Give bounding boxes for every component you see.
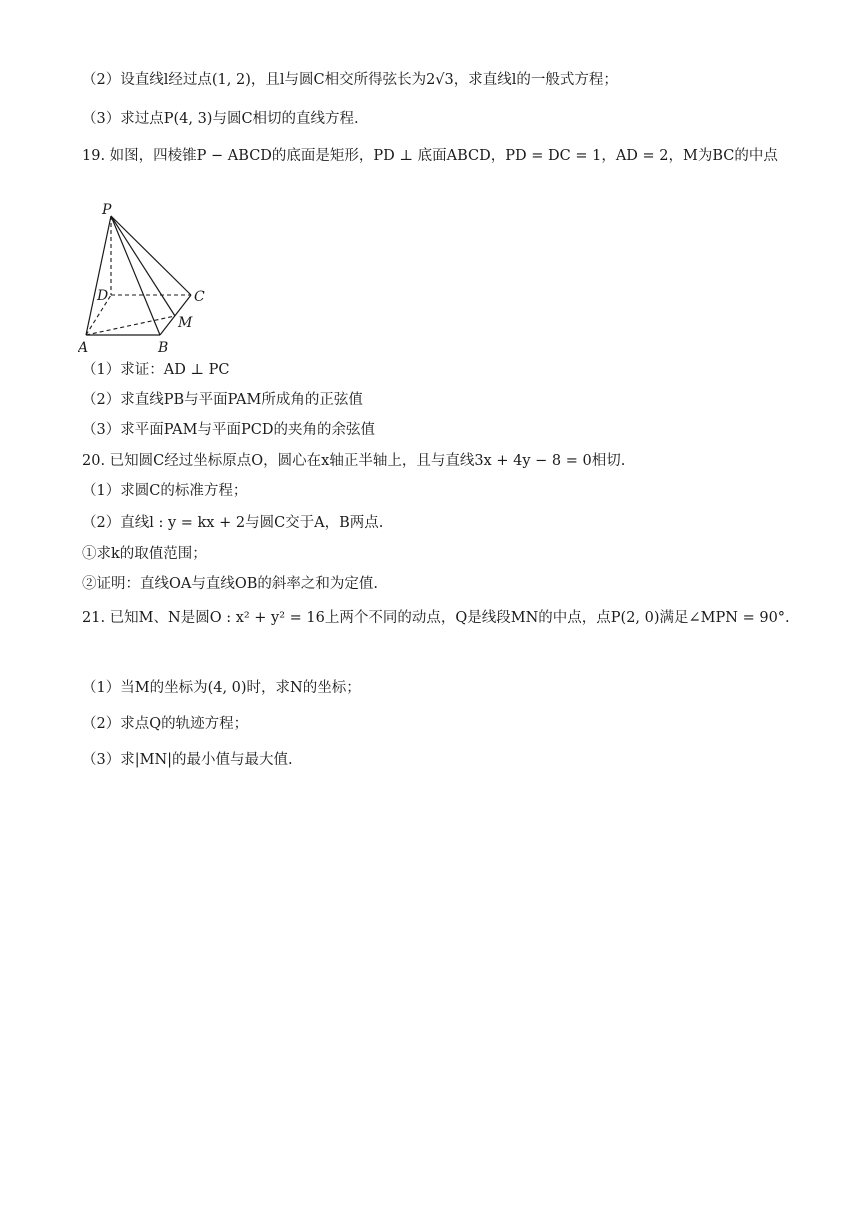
label-B: B (158, 340, 169, 356)
label-C: C (194, 289, 205, 305)
line-q20-2a: ①求k的取值范围； (82, 546, 207, 562)
edge-PA (86, 216, 111, 335)
line-q18-2: （2）设直线l经过点(1, 2)，且l与圆C相交所得弦长为2√3，求直线l的一般式方程； (82, 72, 618, 88)
label-M: M (178, 315, 193, 331)
line-q19-3: （3）求平面PAM与平面PCD的夹角的余弦值 (82, 422, 375, 438)
line-q20-stem: 20. 已知圆C经过坐标原点O，圆心在x轴正半轴上，且与直线3x + 4y − 8 = 0相切. (82, 453, 626, 469)
line-q20-2b: ②证明：直线OA与直线OB的斜率之和为定值. (82, 576, 379, 592)
label-P: P (102, 202, 112, 218)
edge-PM (111, 216, 175, 316)
line-q19-1: （1）求证：AD ⊥ PC (82, 362, 230, 378)
edge-PC (111, 216, 191, 295)
line-q21-stem: 21. 已知M、N是圆O : x² + y² = 16上两个不同的动点，Q是线段MN的中点，点P(2, 0)满足∠MPN = 90°. (82, 610, 790, 626)
line-q21-2: （2）求点Q的轨迹方程； (82, 716, 249, 732)
line-q19-stem: 19. 如图，四棱锥P − ABCD的底面是矩形，PD ⊥ 底面ABCD，PD = DC = 1，AD = 2，M为BC的中点 (82, 148, 778, 164)
line-q19-2: （2）求直线PB与平面PAM所成角的正弦值 (82, 392, 363, 408)
line-q21-3: （3）求|MN|的最小值与最大值. (82, 752, 293, 768)
line-q21-1: （1）当M的坐标为(4, 0)时，求N的坐标； (82, 680, 361, 696)
edge-PB (111, 216, 160, 335)
pyramid-figure (78, 200, 218, 358)
line-q18-3: （3）求过点P(4, 3)与圆C相切的直线方程. (82, 111, 359, 127)
line-q20-1: （1）求圆C的标准方程； (82, 483, 248, 499)
label-A: A (78, 340, 89, 356)
line-q20-2: （2）直线l : y = kx + 2与圆C交于A，B两点. (82, 515, 384, 531)
label-D: D (97, 288, 109, 304)
